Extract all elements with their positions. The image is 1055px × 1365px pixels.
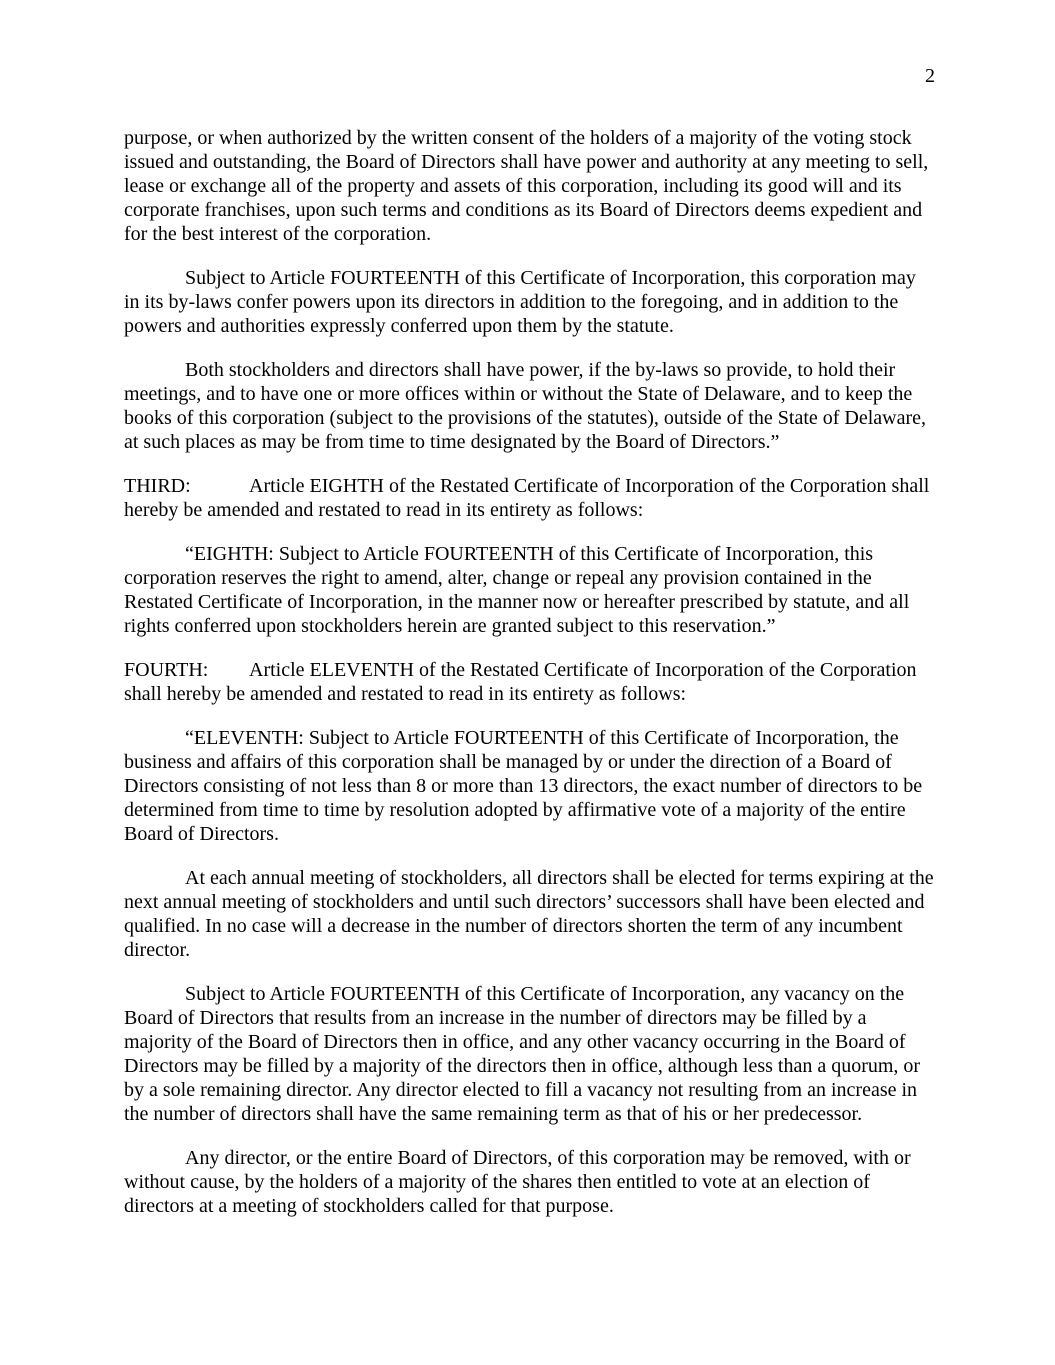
paragraph-article-eleventh: “ELEVENTH: Subject to Article FOURTEENTH of this Certificate of Incorporation, the business and affairs of this corporation shall be managed by or under the direction of a Board of Directors consisting of not less than 8 or more than 13 directors, the exact number of directors to be determined from time to time by resolution adopted by affirmative vote of a majority of the entire Board of Directors. bbox=[124, 727, 923, 845]
paragraph-annual-meeting: At each annual meeting of stockholders, all directors shall be elected for terms expiring at the next annual meeting of stockholders and until such directors’ successors shall have been elected and qualified. In no case will a decrease in the number of directors shorten the term of any incumbent director. bbox=[124, 867, 934, 961]
paragraph-vacancy: Subject to Article FOURTEENTH of this Certificate of Incorporation, any vacancy on the Board of Directors that results from an increase in the number of directors may be filled by a majority of the Board of Directors then in office, and any other vacancy occurring in the Board of Directors may be filled by a majority of the directors then in office, although less than a quorum, or by a sole remaining director. Any director elected to fill a vacancy not resulting from an increase in the number of directors shall have the same remaining term as that of his or her predecessor. bbox=[124, 983, 921, 1125]
paragraph-article-eighth: “EIGHTH: Subject to Article FOURTEENTH of this Certificate of Incorporation, this corporation reserves the right to amend, alter, change or repeal any provision contained in the Restated Certificate of Incorporation, in the manner now or hereafter prescribed by statute, and all rights conferred upon stockholders herein are granted subject to this reservation.” bbox=[124, 543, 910, 637]
document-body bbox=[124, 126, 936, 1238]
section-label-third: THIRD: bbox=[124, 475, 191, 497]
page-number: 2 bbox=[925, 65, 935, 87]
paragraph-third bbox=[124, 474, 936, 522]
section-text-fourth: Article ELEVENTH of the Restated Certificate of Incorporation of the Corporation shall hereby be amended and restated to read in its entirety as follows: bbox=[124, 659, 917, 705]
paragraph-bylaws-powers: Subject to Article FOURTEENTH of this Certificate of Incorporation, this corporation may in its by-laws confer powers upon its directors in addition to the foregoing, and in addition to the powers and authorities expressly conferred upon them by the statute. bbox=[124, 267, 916, 337]
paragraph-meetings-offices: Both stockholders and directors shall have power, if the by-laws so provide, to hold their meetings, and to have one or more offices within or without the State of Delaware, and to keep the books of this corporation (subject to the provisions of the statutes), outside of the State of Delaware, at such places as may be from time to time designated by the Board of Directors.” bbox=[124, 359, 927, 453]
paragraph-continued: purpose, or when authorized by the written consent of the holders of a majority of the voting stock issued and outstanding, the Board of Directors shall have power and authority at any meeting to sell, lease or exchange all of the property and assets of this corporation, including its good will and its corporate franchises, upon such terms and conditions as its Board of Directors deems expedient and for the best interest of the corporation. bbox=[124, 127, 929, 245]
paragraph-removal: Any director, or the entire Board of Directors, of this corporation may be removed, with or without cause, by the holders of a majority of the shares then entitled to vote at an election of directors at a meeting of stockholders called for that purpose. bbox=[124, 1147, 911, 1217]
paragraph-fourth bbox=[124, 658, 936, 706]
section-text-third: Article EIGHTH of the Restated Certificate of Incorporation of the Corporation shall hereby be amended and restated to read in its entirety as follows: bbox=[124, 475, 930, 521]
section-label-fourth: FOURTH: bbox=[124, 659, 209, 681]
